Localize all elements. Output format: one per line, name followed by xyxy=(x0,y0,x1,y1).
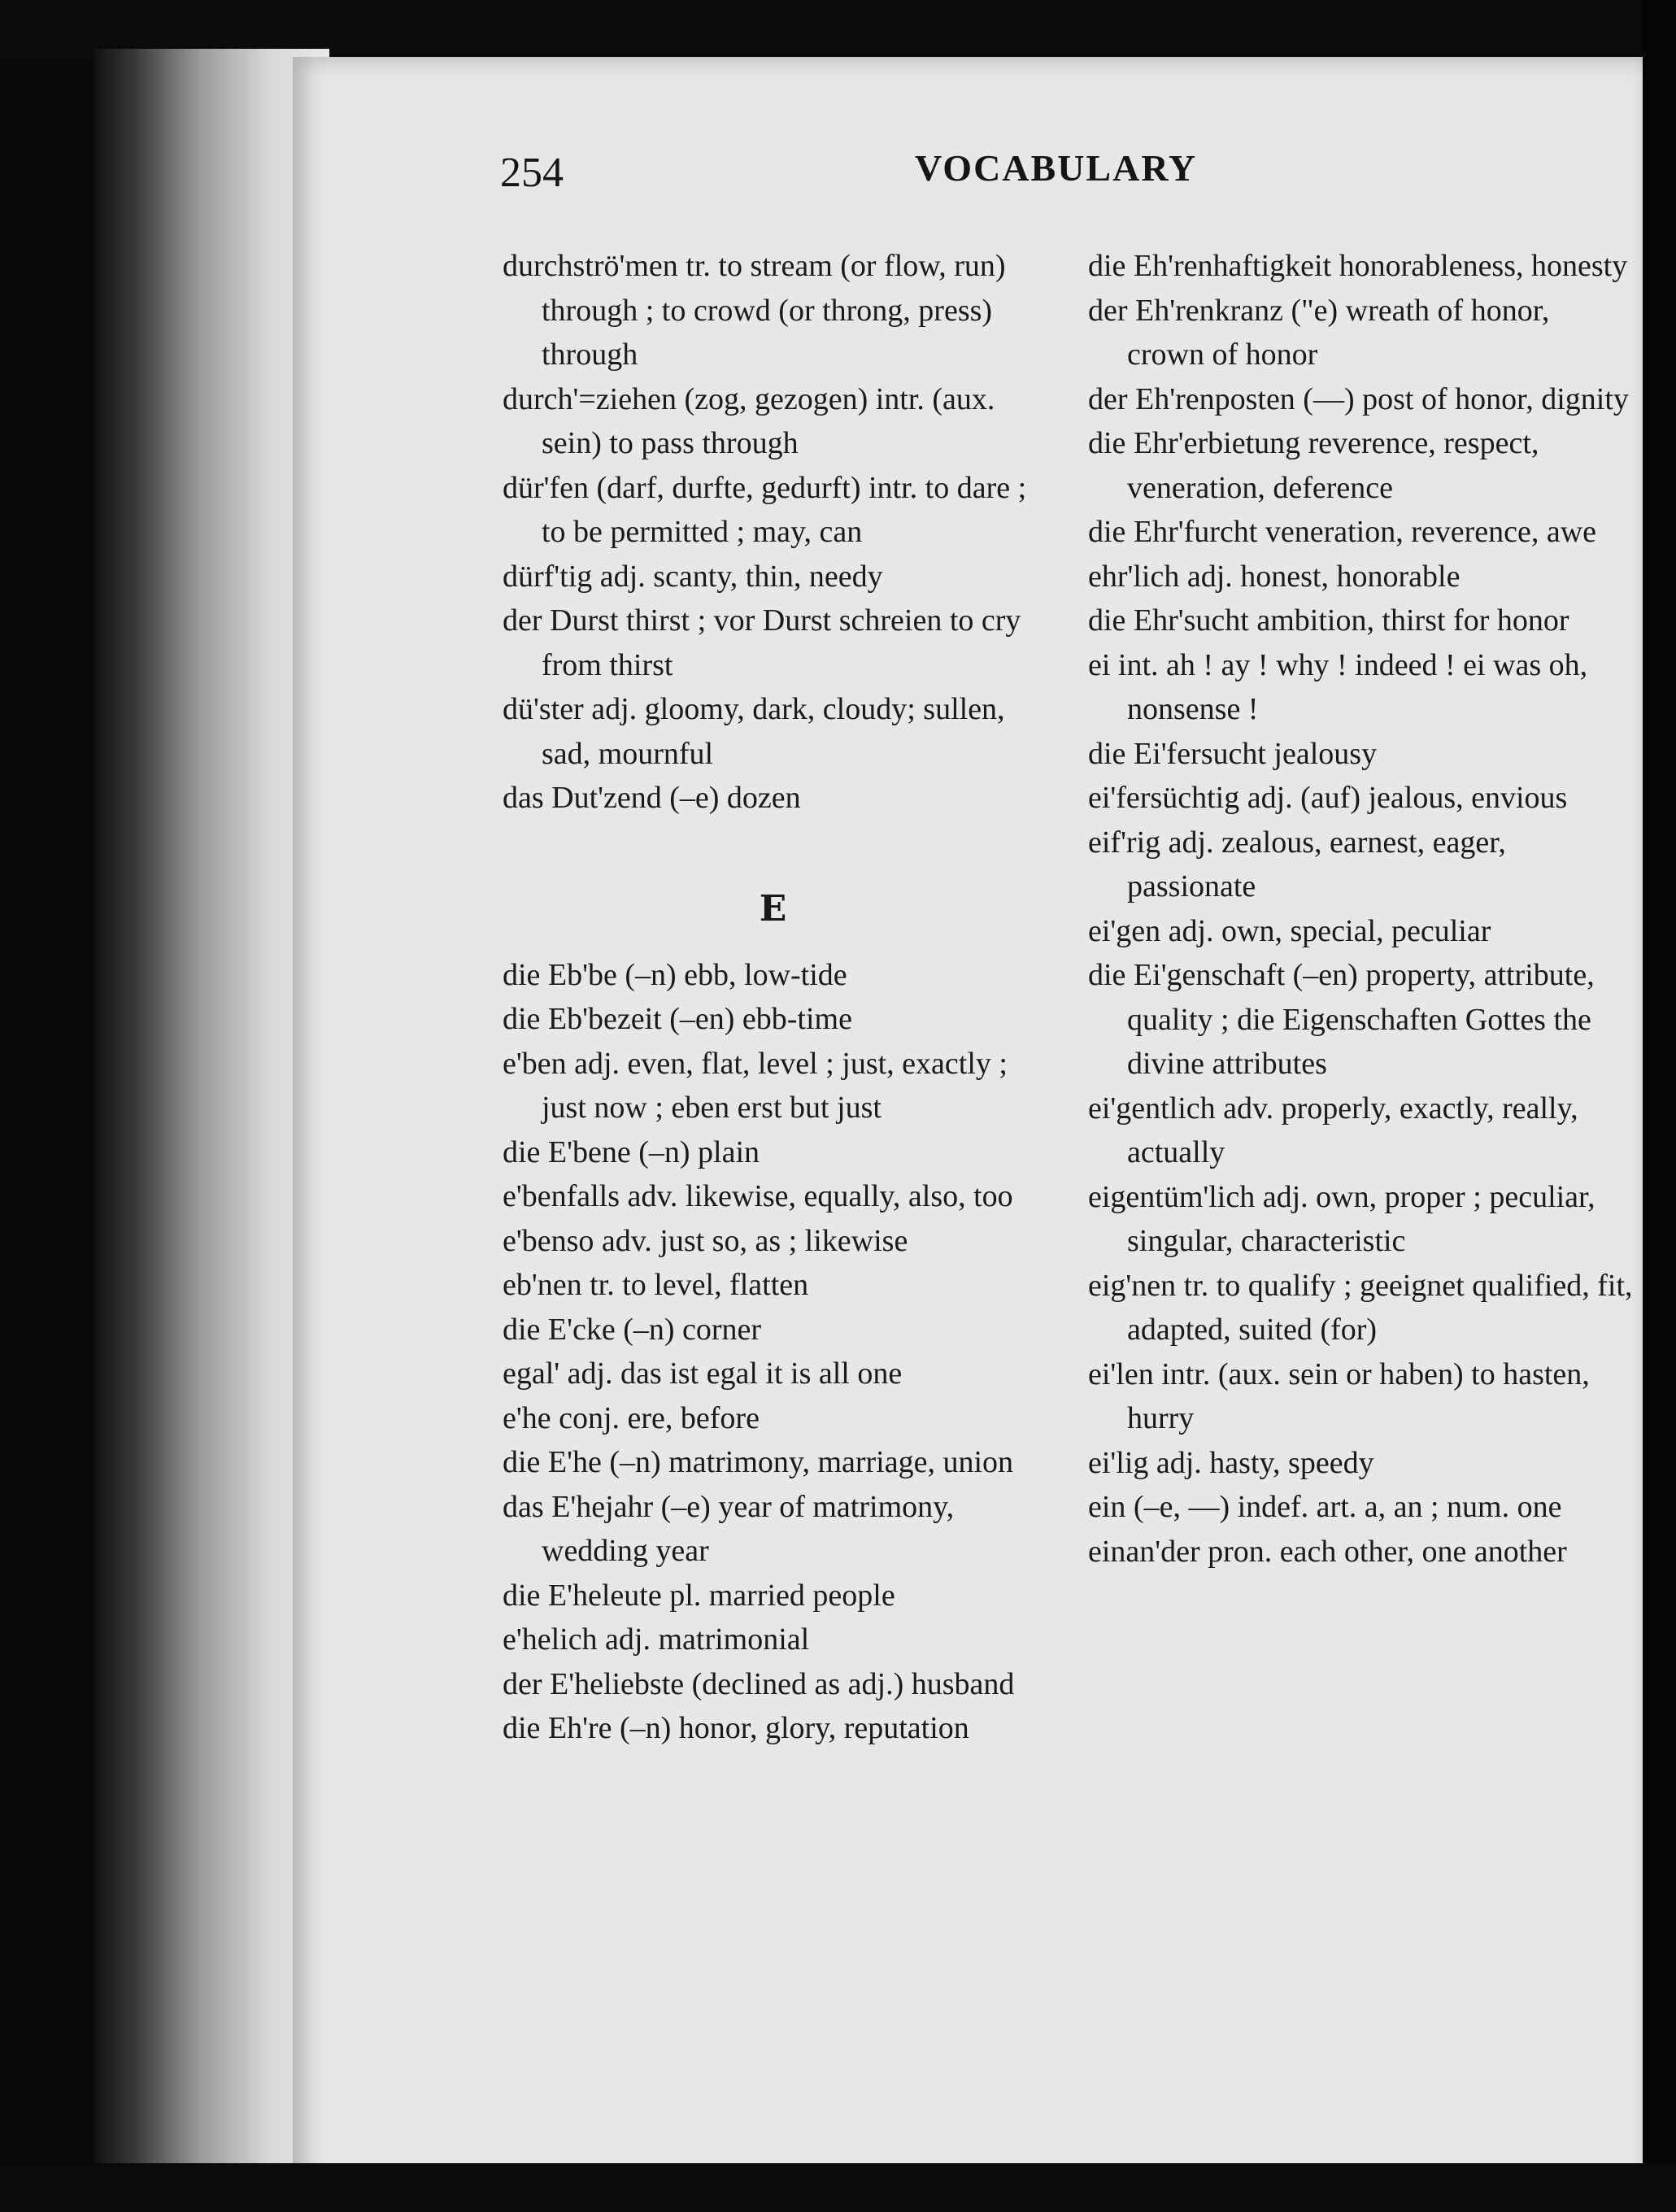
dictionary-entry: die E'heleute pl. married people xyxy=(503,1578,895,1613)
dictionary-entry: die Ehr'sucht ambition, thirst for honor xyxy=(1088,603,1569,638)
dictionary-entry: eif'rig adj. zealous, earnest, eager, passionate xyxy=(1088,825,1506,904)
dictionary-entry: der Eh'renkranz ("e) wreath of honor, crown of honor xyxy=(1088,293,1550,372)
left-entries-bottom xyxy=(503,953,1043,1751)
dictionary-entry: e'helich adj. matrimonial xyxy=(503,1622,810,1657)
dictionary-entry: einan'der pron. each other, one another xyxy=(1088,1534,1567,1569)
dictionary-entry: ei'fersüchtig adj. (auf) jealous, envious xyxy=(1088,781,1568,815)
dictionary-entry: eig'nen tr. to qualify ; geeignet qualified, fit, adapted, suited (for) xyxy=(1088,1268,1633,1347)
dictionary-entry: durchströ'men tr. to stream (or flow, run) through ; to crowd (or throng, press) through xyxy=(503,249,1006,372)
dictionary-entry: die Eb'be (–n) ebb, low-tide xyxy=(503,957,847,992)
scan-border-right xyxy=(1643,0,1676,2212)
dictionary-entry: dü'ster adj. gloomy, dark, cloudy; sullen, sad, mournful xyxy=(503,692,1005,771)
dictionary-entry: ein (–e, —) indef. art. a, an ; num. one xyxy=(1088,1490,1562,1524)
dictionary-entry: ei'gen adj. own, special, peculiar xyxy=(1088,913,1491,948)
dictionary-entry: der Durst thirst ; vor Durst schreien to cry from thirst xyxy=(503,603,1021,682)
dictionary-entry: e'ben adj. even, flat, level ; just, exactly ; just now ; eben erst but just xyxy=(503,1046,1008,1125)
scan-border-bottom xyxy=(0,2163,1676,2212)
dictionary-entry: e'benso adv. just so, as ; likewise xyxy=(503,1223,908,1258)
dictionary-entry: der Eh'renposten (—) post of honor, dignity xyxy=(1088,381,1629,416)
dictionary-entry: die Ei'genschaft (–en) property, attribute, quality ; die Eigenschaften Gottes the divine attributes xyxy=(1088,958,1595,1081)
dictionary-entry: e'he conj. ere, before xyxy=(503,1400,760,1435)
dictionary-entry: die E'bene (–n) plain xyxy=(503,1134,760,1169)
dictionary-entry: das E'hejahr (–e) year of matrimony, wedding year xyxy=(503,1489,955,1568)
dictionary-entry: die Eh'renhaftigkeit honorableness, honesty xyxy=(1088,249,1628,283)
dictionary-entry: die Eh're (–n) honor, glory, reputation xyxy=(503,1711,969,1745)
dictionary-entry: die Ehr'erbietung reverence, respect, veneration, deference xyxy=(1088,426,1539,505)
right-column xyxy=(1088,244,1633,1574)
page-number: 254 xyxy=(500,150,564,196)
dictionary-entry: der E'heliebste (declined as adj.) husband xyxy=(503,1666,1015,1701)
dictionary-entry: ehr'lich adj. honest, honorable xyxy=(1088,559,1461,594)
dictionary-entry: die Ei'fersucht jealousy xyxy=(1088,736,1378,771)
left-column xyxy=(503,244,1043,1751)
dictionary-entry: durch'=ziehen (zog, gezogen) intr. (aux. sein) to pass through xyxy=(503,381,995,460)
running-head: VOCABULARY xyxy=(915,147,1198,189)
dictionary-entry: ei int. ah ! ay ! why ! indeed ! ei was oh, nonsense ! xyxy=(1088,647,1588,726)
dictionary-entry: egal' adj. das ist egal it is all one xyxy=(503,1356,903,1391)
left-entries-top xyxy=(503,244,1043,821)
dictionary-entry: ei'gentlich adv. properly, exactly, really, actually xyxy=(1088,1091,1578,1169)
dictionary-entry: dür'fen (darf, durfte, gedurft) intr. to dare ; to be permitted ; may, can xyxy=(503,470,1027,549)
dictionary-entry: die Eb'bezeit (–en) ebb-time xyxy=(503,1002,852,1036)
dictionary-entry: eigentüm'lich adj. own, proper ; peculiar, singular, characteristic xyxy=(1088,1179,1595,1258)
dictionary-entry: die E'cke (–n) corner xyxy=(503,1312,762,1347)
dictionary-entry: die E'he (–n) matrimony, marriage, union xyxy=(503,1445,1014,1479)
dictionary-entry: ei'lig adj. hasty, speedy xyxy=(1088,1445,1374,1480)
dictionary-entry: eb'nen tr. to level, flatten xyxy=(503,1268,809,1302)
dictionary-entry: das Dut'zend (–e) dozen xyxy=(503,781,801,815)
dictionary-entry: die Ehr'furcht veneration, reverence, awe xyxy=(1088,515,1597,549)
section-letter-heading: E xyxy=(759,887,787,930)
dictionary-entry: e'benfalls adv. likewise, equally, also, too xyxy=(503,1179,1013,1213)
dictionary-entry: dürf'tig adj. scanty, thin, needy xyxy=(503,559,883,594)
dictionary-entry: ei'len intr. (aux. sein or haben) to hasten, hurry xyxy=(1088,1356,1590,1435)
